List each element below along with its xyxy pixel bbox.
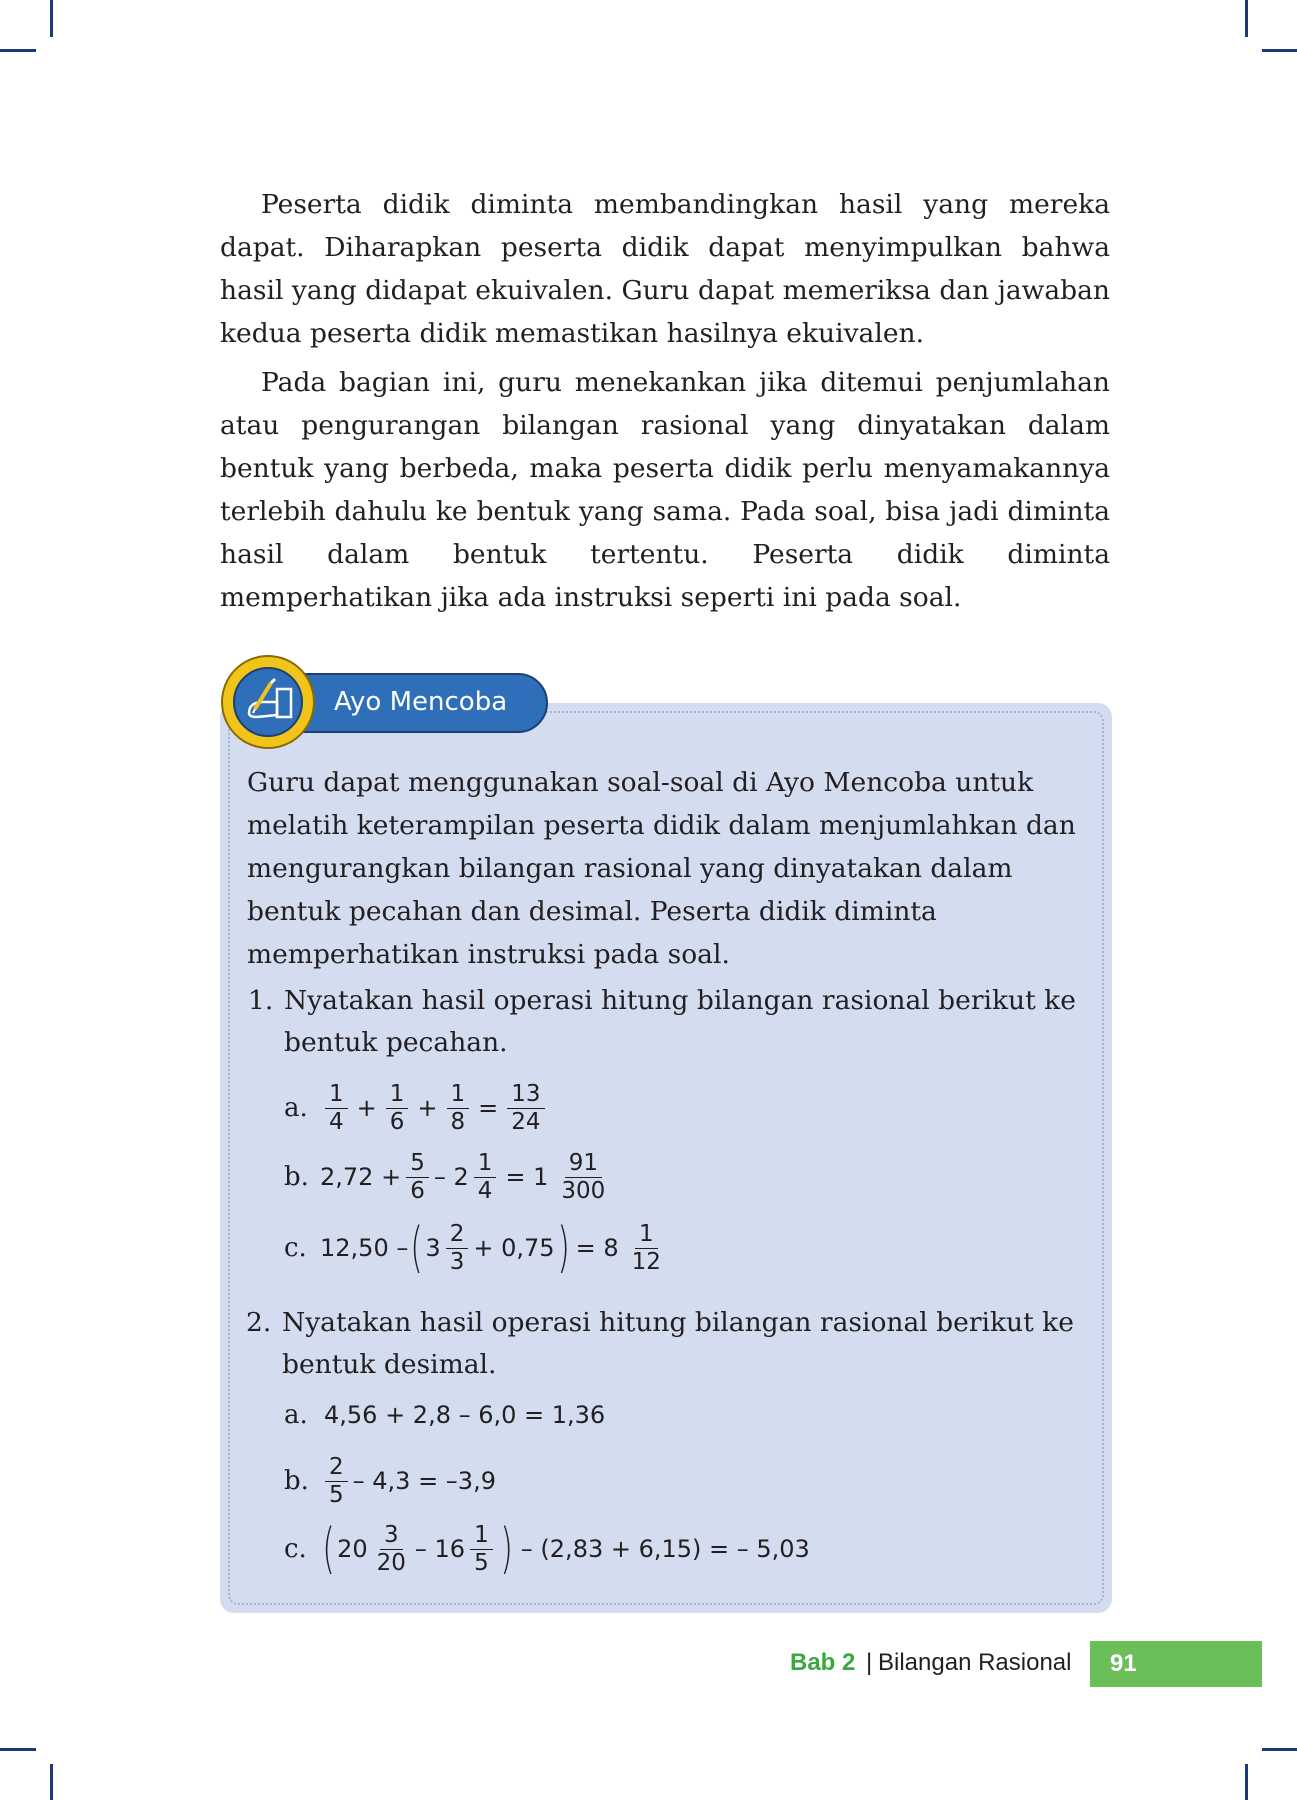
page-number: 91: [1110, 1650, 1137, 1677]
ayo-mencoba-title: Ayo Mencoba: [334, 687, 508, 717]
numerator: 1: [470, 1522, 493, 1550]
denominator: 12: [631, 1248, 661, 1275]
expression-part: – 4,3 = –3,9: [352, 1467, 496, 1495]
numerator: 2: [446, 1221, 469, 1249]
expression-part: – 16: [414, 1535, 466, 1563]
expression: 4,56 + 2,8 – 6,0 = 1,36: [324, 1401, 606, 1429]
fraction: [447, 1081, 470, 1136]
item-1c: [284, 1218, 670, 1278]
ayo-mencoba-badge: [221, 655, 315, 749]
fraction: [474, 1150, 497, 1205]
crop-mark: [1245, 0, 1248, 37]
crop-mark: [0, 49, 36, 52]
item-label: c.: [284, 1534, 307, 1564]
paragraph-2: Pada bagian ini, guru menekankan jika ditemui penjumlahan atau pengurangan bilangan rasional yang dinyatakan dalam bentuk yang berbeda, maka peserta didik perlu menyamakannya terlebih dahulu ke bentuk yang sama. Pada soal, bisa jadi diminta hasil dalam bentuk tertentu. Peserta didik diminta memperhatikan jika ada instruksi seperti ini pada soal.: [220, 367, 1110, 613]
footer-title: Bilangan Rasional: [878, 1649, 1072, 1676]
operator: +: [356, 1094, 377, 1122]
right-paren: ): [499, 1517, 513, 1580]
question-2: [246, 1302, 1076, 1392]
question-text: Nyatakan hasil operasi hitung bilangan rasional berikut ke bentuk pecahan.: [284, 985, 1076, 1058]
expression-part: 2,72 +: [320, 1163, 402, 1191]
denominator: 6: [389, 1108, 405, 1135]
fraction: [446, 1221, 469, 1276]
denominator: 4: [477, 1177, 493, 1204]
numerator: 1: [474, 1150, 497, 1178]
item-label: a.: [284, 1400, 308, 1430]
numerator: 91: [565, 1150, 602, 1178]
question-1: [248, 980, 1078, 1070]
operator: +: [417, 1094, 438, 1122]
fraction: [386, 1081, 409, 1136]
numerator: 1: [447, 1081, 470, 1109]
denominator: 20: [376, 1549, 406, 1576]
numerator: 1: [386, 1081, 409, 1109]
crop-mark: [0, 1748, 36, 1751]
operator: =: [478, 1094, 499, 1122]
numerator: 2: [325, 1454, 348, 1482]
item-1b: [284, 1147, 614, 1207]
badge-inner: [233, 667, 303, 737]
crop-mark: [50, 0, 53, 37]
fraction: [325, 1454, 348, 1509]
body-text: [220, 183, 1110, 625]
numerator: 1: [635, 1221, 658, 1249]
paragraph-1: Peserta didik diminta membandingkan hasil yang mereka dapat. Diharapkan peserta didik dapat menyimpulkan bahwa hasil yang didapat ekuivalen. Guru dapat memeriksa dan jawaban kedua peserta didik memastikan hasilnya ekuivalen.: [220, 189, 1110, 349]
crop-mark: [1262, 49, 1297, 52]
right-paren: ): [556, 1216, 570, 1279]
item-1a: [284, 1078, 550, 1138]
item-2b: [284, 1451, 496, 1511]
fraction: [628, 1221, 665, 1276]
crop-mark: [1262, 1748, 1297, 1751]
expression-part: = 1: [505, 1163, 549, 1191]
numerator: 3: [380, 1522, 403, 1550]
denominator: 3: [449, 1248, 465, 1275]
question-text: Nyatakan hasil operasi hitung bilangan rasional berikut ke bentuk desimal.: [282, 1307, 1074, 1380]
denominator: 300: [561, 1177, 606, 1204]
denominator: 4: [329, 1108, 344, 1135]
left-paren: (: [410, 1216, 424, 1279]
fraction: [325, 1081, 348, 1136]
fraction: [507, 1081, 544, 1136]
numerator: 5: [406, 1150, 429, 1178]
question-number: 1.: [248, 985, 274, 1016]
numerator: 1: [325, 1081, 348, 1109]
expression-part: 20: [337, 1535, 368, 1563]
question-number: 2.: [246, 1307, 272, 1338]
crop-mark: [50, 1764, 53, 1800]
item-label: b.: [284, 1466, 309, 1496]
denominator: 8: [450, 1108, 466, 1135]
expression-part: 3: [425, 1234, 441, 1262]
item-2a: [284, 1385, 605, 1445]
expression-part: = 8: [575, 1234, 619, 1262]
expression-part: + 0,75: [473, 1234, 555, 1262]
expression-part: – 2: [433, 1163, 469, 1191]
item-2c: [284, 1519, 810, 1579]
footer-chapter: Bab 2: [790, 1649, 856, 1676]
expression-part: 12,50 –: [320, 1234, 409, 1262]
footer-separator: |: [866, 1649, 873, 1676]
denominator: 6: [410, 1177, 425, 1204]
denominator: 5: [474, 1549, 489, 1576]
left-paren: (: [322, 1517, 335, 1580]
denominator: 5: [329, 1481, 344, 1508]
page-number-bar: [1090, 1641, 1262, 1687]
crop-mark: [1245, 1764, 1248, 1800]
fraction: [557, 1150, 609, 1205]
fraction: [373, 1522, 410, 1577]
expression-part: – (2,83 + 6,15) = – 5,03: [520, 1535, 810, 1563]
hand-writing-icon: [235, 669, 301, 735]
item-label: c.: [284, 1233, 307, 1263]
numerator: 13: [507, 1081, 544, 1109]
item-label: a.: [284, 1093, 308, 1123]
denominator: 24: [511, 1108, 541, 1135]
fraction: [470, 1522, 493, 1577]
box-intro: Guru dapat menggunakan soal-soal di Ayo Mencoba untuk melatih keterampilan peserta didik dalam menjumlahkan dan mengurangkan bilangan rasional yang dinyatakan dalam bentuk pecahan dan desimal. Peserta didik diminta memperhatikan instruksi pada soal.: [247, 767, 1076, 970]
fraction: [406, 1150, 429, 1205]
item-label: b.: [284, 1162, 309, 1192]
